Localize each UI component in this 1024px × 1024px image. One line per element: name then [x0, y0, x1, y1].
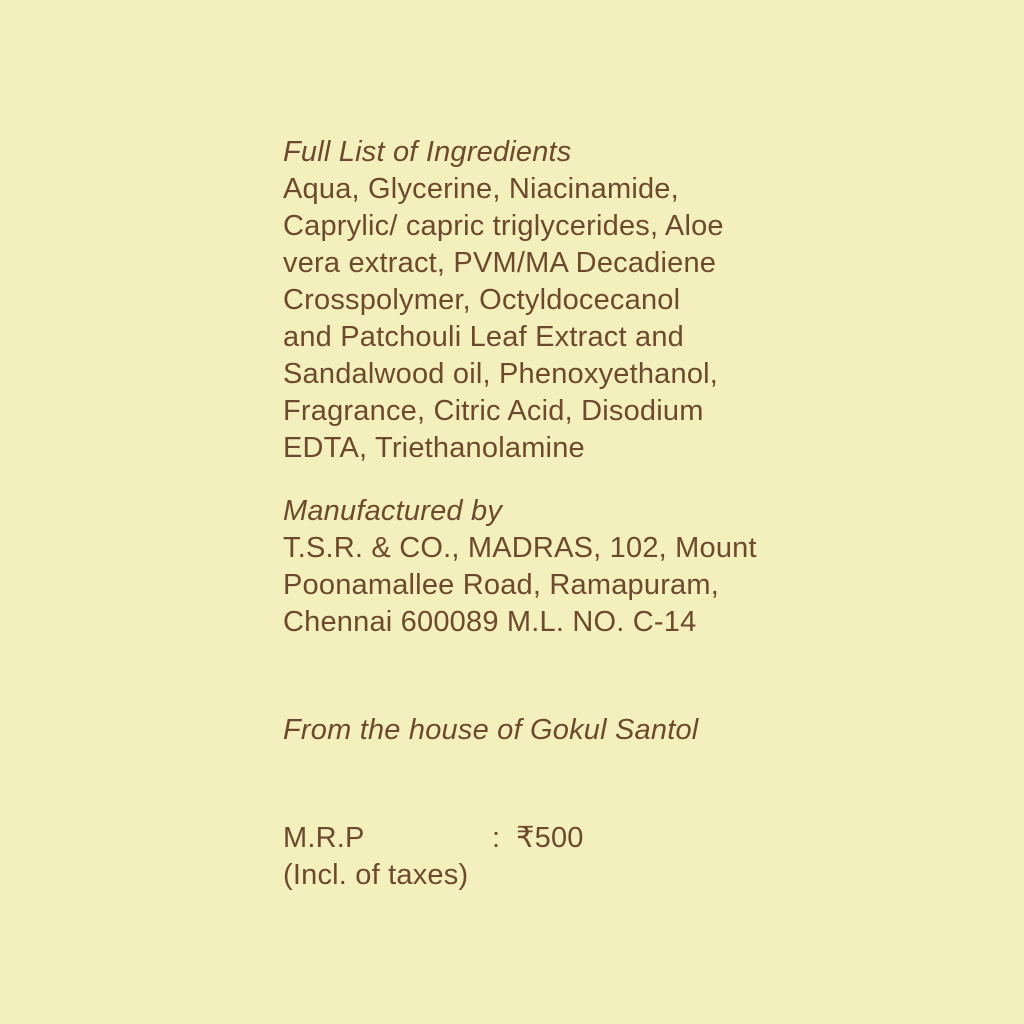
- ingredients-section: [283, 134, 753, 467]
- manufacturer-section: [283, 493, 757, 641]
- tax-note: (Incl. of taxes): [283, 859, 469, 891]
- brand-house-line: From the house of Gokul Santol: [283, 714, 699, 746]
- ingredients-line: EDTA, Triethanolamine: [283, 432, 585, 464]
- manufacturer-heading: Manufactured by: [283, 495, 503, 527]
- ingredients-line: Aqua, Glycerine, Niacinamide,: [283, 173, 679, 205]
- ingredients-line: Crosspolymer, Octyldocecanol: [283, 284, 681, 316]
- ingredients-line: Caprylic/ capric triglycerides, Aloe: [283, 210, 724, 242]
- ingredients-line: vera extract, PVM/MA Decadiene: [283, 247, 717, 279]
- mrp-separator: :: [492, 822, 501, 854]
- mrp-row: [283, 820, 753, 857]
- manufacturer-line: T.S.R. & CO., MADRAS, 102, Mount: [283, 532, 757, 564]
- manufacturer-line: Poonamallee Road, Ramapuram,: [283, 569, 719, 601]
- manufacturer-line: Chennai 600089 M.L. NO. C-14: [283, 606, 697, 638]
- price-section: [283, 820, 753, 894]
- mrp-value: ₹500: [516, 822, 584, 854]
- ingredients-heading: Full List of Ingredients: [283, 136, 572, 168]
- product-label-panel: [283, 134, 757, 894]
- ingredients-line: Sandalwood oil, Phenoxyethanol,: [283, 358, 719, 390]
- mrp-label: M.R.P: [283, 822, 365, 854]
- ingredients-line: and Patchouli Leaf Extract and: [283, 321, 684, 353]
- ingredients-line: Fragrance, Citric Acid, Disodium: [283, 395, 704, 427]
- brand-house-section: [283, 712, 753, 749]
